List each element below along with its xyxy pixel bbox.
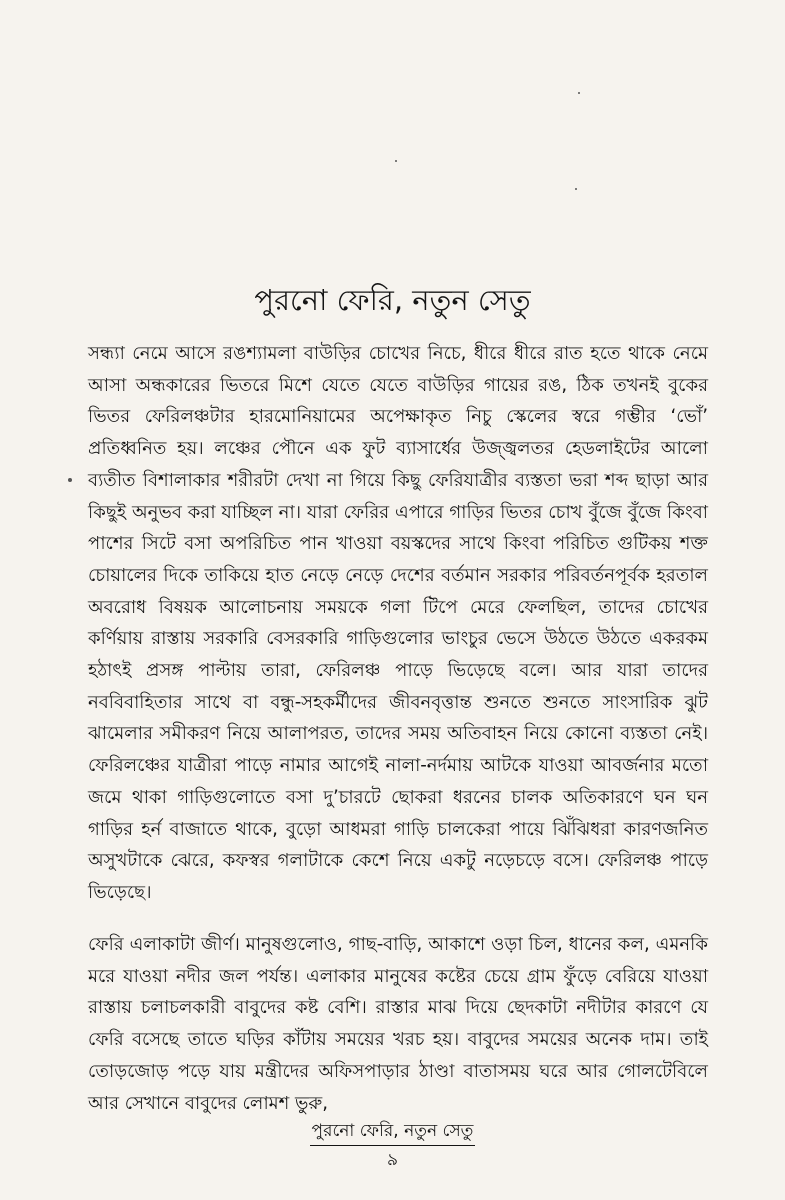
body-paragraph-1: সন্ধ্যা নেমে আসে রঙশ্যামলা বাউড়ির চোখের নিচে, ধীরে ধীরে রাত হতে থাকে নেমে আসা অন্ধকারের ভিতরে মিশে যেতে যেতে বাউড়ির গায়ের রঙ, ঠিক তখনই বুকের ভিতর ফেরিলঞ্চটার হারমোনিয়ামের অপেক্ষাকৃত নিচু স্কেলের স্বরে গম্ভীর ‘ভোঁ’ প্রতিধ্বনিত হয়। লঞ্চের পৌনে এক ফুট ব্যাসার্ধের উজ্জ্বলতর হেডলাইটের আলো ব্যতীত বিশালাকার শরীরটা দেখা না গিয়ে কিছু ফেরিযাত্রীর ব্যস্ততা ভরা শব্দ ছাড়া আর কিছুই অনুভব করা যাচ্ছিল না। যারা ফেরির এপারে গাড়ির ভিতর চোখ বুঁজে বুঁজে কিংবা পাশের সিটে বসা অপরিচিত পান খাওয়া বয়স্কদের সাথে কিংবা পরিচিত গুটিকয় শক্ত চোয়ালের দিকে তাকিয়ে হাত নেড়ে নেড়ে দেশের বর্তমান সরকার পরিবর্তনপূর্বক হরতাল অবরোধ বিষয়ক আলোচনায় সময়কে গলা টিপে মেরে ফেলছিল, তাদের চোখের কর্ণিয়ায় রাস্তায় সরকারি বেসরকারি গাড়িগুলোর ভাংচুর ভেসে উঠতে উঠতে একরকম হঠাৎই প্রসঙ্গ পাল্টায় তারা, ফেরিলঞ্চ পাড়ে ভিড়েছে বলে। আর যারা তাদের নববিবাহিতার সাথে বা বন্ধু-সহকর্মীদের জীবনবৃত্তান্ত শুনতে শুনতে সাংসারিক ঝুট ঝামেলার সমীকরণ নিয়ে আলাপরত, তাদের সময় অতিবাহন নিয়ে কোনো ব্যস্ততা নেই। ফেরিলঞ্চের যাত্রীরা পাড়ে নামার আগেই নালা-নর্দমায় আটকে যাওয়া আবর্জনার মতো জমে থাকা গাড়িগুলোতে বসা দু’চারটে ছোকরা ধরনের চালক অতিকারণে ঘন ঘন গাড়ির হর্ন বাজাতে থাকে, বুড়ো আধমরা গাড়ি চালকেরা পায়ে ঝিঁঝিধরা কারণজনিত অসুখটাকে ঝেরে, কফস্বর গলাটাকে কেশে নিয়ে একটু নড়েচড়ে বসে। ফেরিলঞ্চ পাড়ে ভিড়েছে। (88, 343, 708, 903)
scan-speck (68, 478, 72, 482)
running-head: পুরনো ফেরি, নতুন সেতু (310, 1118, 476, 1146)
page-number: ৯ (386, 1150, 399, 1170)
scan-speck (575, 188, 577, 190)
scan-speck (578, 92, 580, 94)
body-paragraph-2: ফেরি এলাকাটা জীর্ণ। মানুষগুলোও, গাছ-বাড়ি, আকাশে ওড়া চিল, ধানের কল, এমনকি মরে যাওয়া নদীর জল পর্যন্ত। এলাকার মানুষের কষ্টের চেয়ে গ্রাম ফুঁড়ে বেরিয়ে যাওয়া রাস্তায় চলাচলকারী বাবুদের কষ্ট বেশি। রাস্তার মাঝ দিয়ে ছেদকাটা নদীটার কারণে যে ফেরি বসেছে তাতে ঘড়ির কাঁটায় সময়ের খরচ হয়। বাবুদের সময়ের অনেক দাম। তাই তোড়জোড় পড়ে যায় মন্ত্রীদের অফিসপাড়ার ঠাণ্ডা বাতাসময় ঘরে আর গোলটেবিলে আর সেখানে বাবুদের লোমশ ভুরু, (88, 934, 708, 1114)
scan-speck (395, 160, 397, 162)
page-title: পুরনো ফেরি, নতুন সেতু (254, 283, 531, 317)
page-footer (0, 1118, 785, 1172)
